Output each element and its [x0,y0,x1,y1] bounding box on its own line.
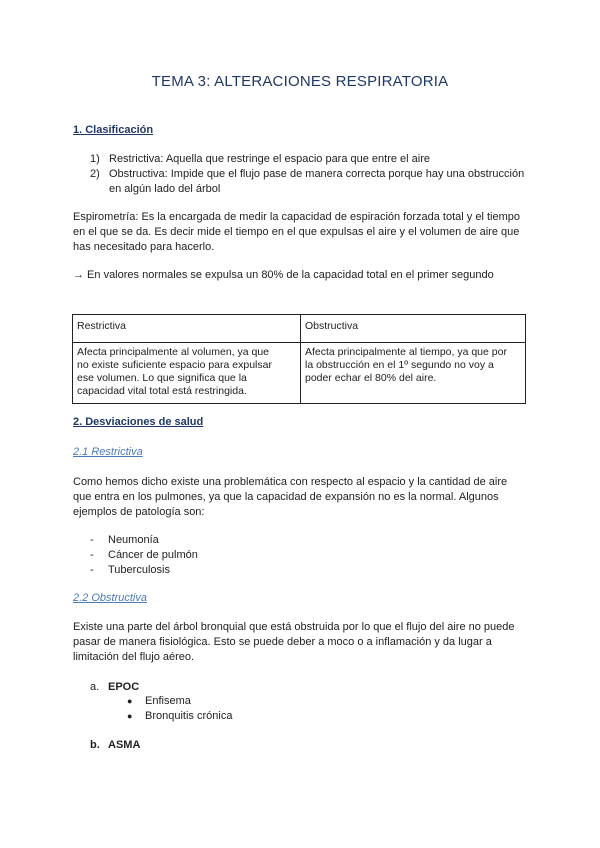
list-item-num: 1) [90,153,100,165]
list-item: Enfisema [145,695,191,707]
list-marker-b: b. [90,739,100,751]
table-cell [73,343,301,404]
table-header-cell: Restrictiva [73,315,301,343]
subsection-obstructiva-heading: 2.2 Obstructiva [73,592,147,604]
dash-bullet: - [90,534,94,546]
restrictiva-para-line: que entra en los pulmones, ya que la capacidad de expansión no es la normal. Algunos [73,491,499,503]
bullet-dot: ● [127,711,133,721]
asma-label: ASMA [108,739,141,751]
list-item: Bronquitis crónica [145,710,233,722]
obstructiva-para-line: Existe una parte del árbol bronquial que está obstruida por lo que el flujo del aire no puede [73,621,515,633]
obstructiva-para-line: pasar de manera fisiológica. Esto se puede deber a moco o a inflamación y da lugar a [73,636,492,648]
espirometria-line: has necesitado para hacerlo. [73,241,215,253]
cell-line: Afecta principalmente al tiempo, ya que por [305,346,507,358]
table-cell [301,343,526,404]
list-item: Neumonía [108,534,159,546]
list-item: Tuberculosis [108,564,170,576]
list-item-continuation: en algún lado del árbol [109,183,221,195]
table-header-row [73,315,526,343]
note-line: → En valores normales se expulsa un 80% de la capacidad total en el primer segundo [73,269,494,281]
epoc-label: EPOC [108,681,140,693]
espirometria-line: Espirometría: Es la encargada de medir la capacidad de espiración forzada total y el tiempo [73,211,520,223]
dash-bullet: - [90,564,94,576]
table-row [73,343,526,404]
cell-line: no existe suficiente espacio para expulsar [77,359,272,371]
page-title: TEMA 3: ALTERACIONES RESPIRATORIA [151,73,449,90]
list-item-num: 2) [90,168,100,180]
section2-heading: 2. Desviaciones de salud [73,416,204,428]
dash-bullet: - [90,549,94,561]
cell-line: la obstrucción en el 1º segundo no voy a [305,359,494,371]
cell-line: poder echar el 80% del aire. [305,372,437,384]
subsection-restrictiva-heading: 2.1 Restrictiva [73,446,143,458]
list-item: Obstructiva: Impide que el flujo pase de manera correcta porque hay una obstrucción [109,168,525,180]
list-item: Restrictiva: Aquella que restringe el espacio para que entre el aire [109,153,431,165]
restrictiva-para-line: Como hemos dicho existe una problemática con respecto al espacio y la cantidad de aire [73,476,508,488]
section1-heading: 1. Clasificación [73,124,154,136]
cell-line: ese volumen. Lo que significa que la [77,372,247,384]
list-marker-a: a. [90,681,100,693]
comparison-table [72,314,526,404]
bullet-dot: ● [127,696,133,706]
list-item: Cáncer de pulmón [108,549,198,561]
obstructiva-para-line: limitación del flujo aéreo. [73,651,195,663]
restrictiva-para-line: ejemplos de patología son: [73,506,205,518]
table-header-cell: Obstructiva [301,315,526,343]
cell-line: capacidad vital total está restringida. [77,385,247,397]
espirometria-line: en el que se da. Es decir mide el tiempo en el que expulsas el aire y el volumen de aire que [73,226,520,238]
cell-line: Afecta principalmente al volumen, ya que [77,346,270,358]
